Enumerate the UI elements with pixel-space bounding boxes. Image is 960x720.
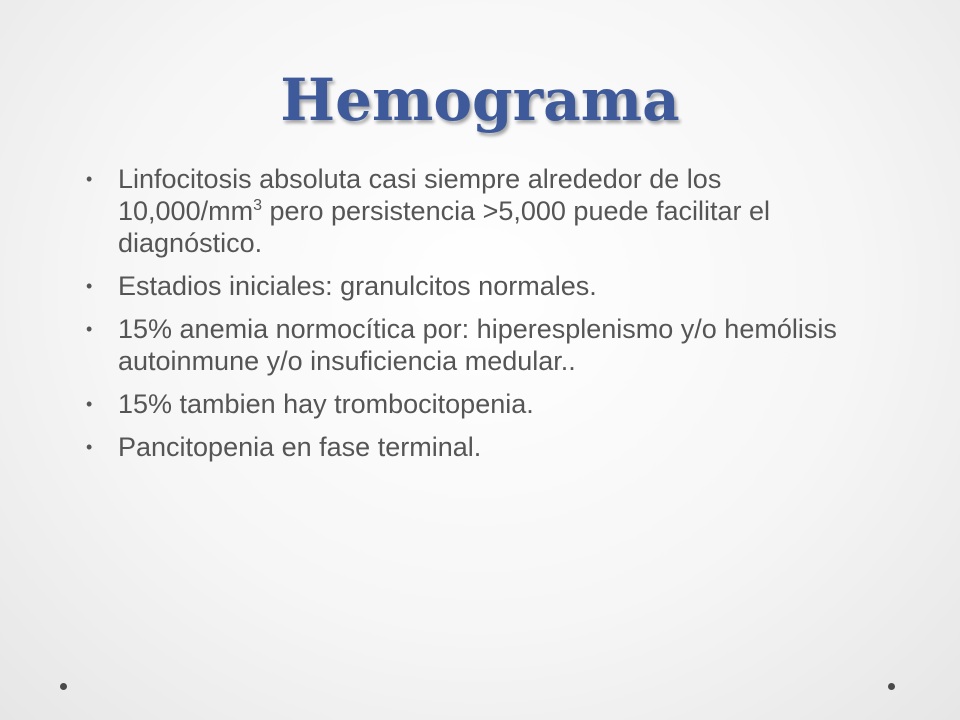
bullet-item xyxy=(84,313,864,377)
bullet-item xyxy=(84,431,864,463)
decorative-dot-left xyxy=(60,683,67,690)
bullet-icon: • xyxy=(86,394,93,414)
bullet-list xyxy=(84,163,864,474)
bullet-text: 15% anemia normocítica por: hiperesplenismo y/o hemólisis autoinmune y/o insuficiencia medular.. xyxy=(118,314,837,376)
bullet-item xyxy=(84,270,864,302)
bullet-text: 15% tambien hay trombocitopenia. xyxy=(118,389,534,419)
bullet-text-continued: pero persistencia >5,000 puede facilitar el diagnóstico. xyxy=(118,196,771,258)
bullet-icon: • xyxy=(86,319,93,339)
bullet-item xyxy=(84,388,864,420)
bullet-text: Linfocitosis absoluta casi siempre alrededor de los 10,000/mm xyxy=(118,164,722,226)
bullet-item xyxy=(84,163,864,259)
bullet-icon: • xyxy=(86,437,93,457)
bullet-icon: • xyxy=(86,276,93,296)
bullet-text: Estadios iniciales: granulcitos normales. xyxy=(118,271,597,301)
slide-title: Hemograma xyxy=(280,66,680,134)
superscript: 3 xyxy=(253,197,262,214)
decorative-dot-right xyxy=(888,683,895,690)
bullet-text: Pancitopenia en fase terminal. xyxy=(118,432,482,462)
bullet-icon: • xyxy=(86,169,93,189)
